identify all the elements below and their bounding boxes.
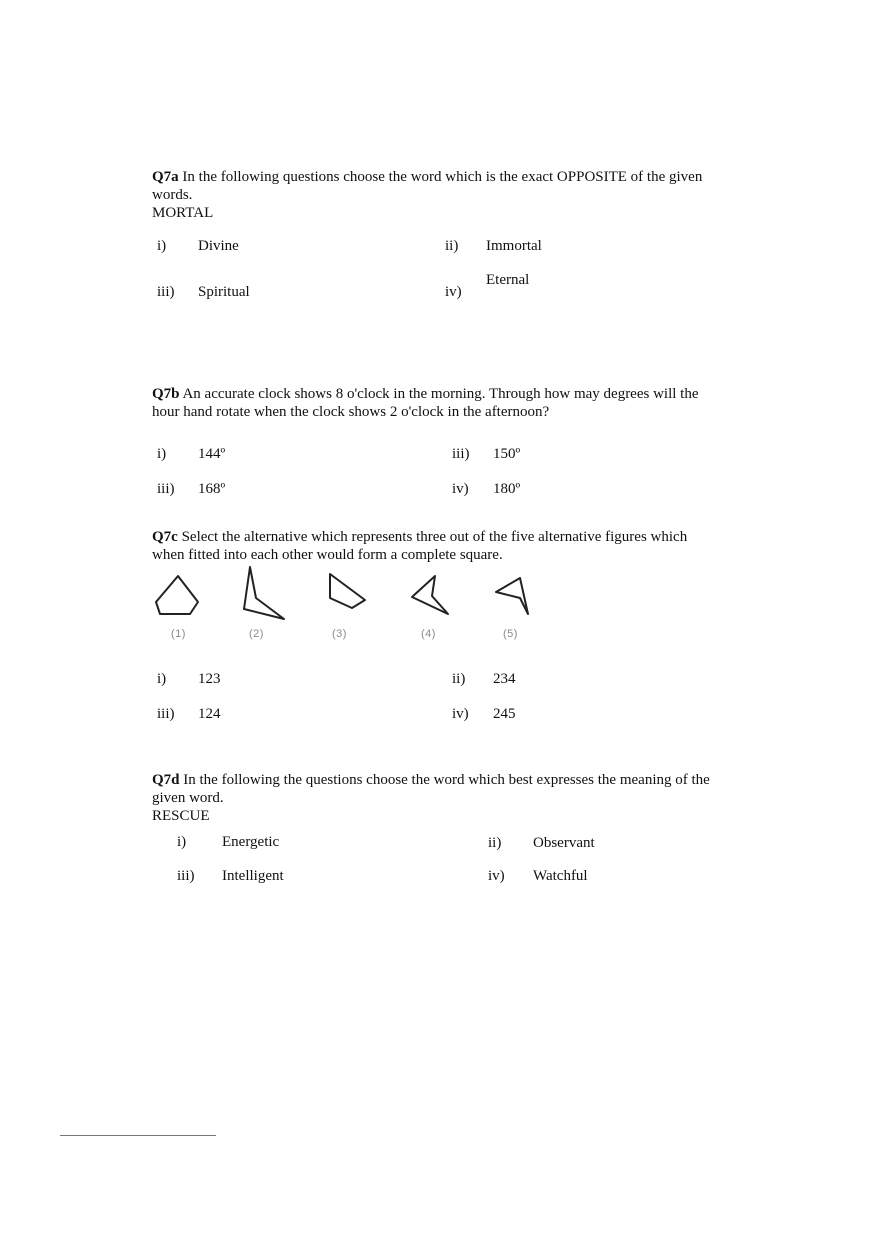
figure-4-arrow [412, 576, 448, 614]
q7a-option-1-num: i) [157, 238, 167, 254]
figure-3-shape [330, 574, 365, 608]
q7d-option-1-label[interactable]: Energetic [222, 834, 280, 850]
q7b-option-4-label[interactable]: 180º [493, 481, 521, 497]
figure-3-label: (3) [332, 628, 347, 640]
q7d-option-1-num: i) [177, 834, 187, 850]
q7c-option-4-label[interactable]: 245 [493, 706, 516, 722]
question-q7c-text: Select the alternative which represents three out of the five alternative figures which [181, 529, 688, 545]
figures-panel [150, 562, 540, 628]
question-q7a-text: In the following questions choose the word which is the exact OPPOSITE of the given [182, 169, 703, 185]
q7c-option-3-num: iii) [157, 706, 175, 722]
question-q7c [152, 528, 742, 564]
figure-5-arrow [496, 578, 528, 614]
question-q7b-text: An accurate clock shows 8 o'clock in the morning. Through how may degrees will the [182, 386, 699, 402]
q7d-option-4-label[interactable]: Watchful [533, 868, 588, 884]
question-q7c-id: Q7c [152, 529, 178, 545]
q7b-option-1-num: i) [157, 446, 167, 462]
q7c-option-2-label[interactable]: 234 [493, 671, 516, 687]
figure-2-label: (2) [249, 628, 264, 640]
footnote-divider [60, 1135, 216, 1136]
q7a-option-3-label[interactable]: Spiritual [198, 284, 250, 300]
question-q7d-text2: given word. [152, 790, 224, 806]
question-q7a-line1 [152, 168, 742, 186]
q7c-option-3-label[interactable]: 124 [198, 706, 221, 722]
question-q7c-text2: when fitted into each other would form a complete square. [152, 547, 503, 563]
q7b-option-4-num: iv) [452, 481, 469, 497]
question-q7b-text2: hour hand rotate when the clock shows 2 o'clock in the afternoon? [152, 404, 550, 420]
figure-1-label: (1) [171, 628, 186, 640]
question-q7a-text2: words. [152, 187, 193, 203]
question-q7d-line1 [152, 771, 742, 789]
q7d-option-3-num: iii) [177, 868, 195, 884]
q7b-option-2-label[interactable]: 150º [493, 446, 521, 462]
question-q7a-word: MORTAL [152, 205, 214, 221]
q7c-option-1-num: i) [157, 671, 167, 687]
question-q7c-line1 [152, 528, 742, 546]
q7b-option-2-num: iii) [452, 446, 470, 462]
q7a-option-3-num: iii) [157, 284, 175, 300]
question-q7b-line1 [152, 385, 742, 403]
question-q7b [152, 385, 742, 421]
question-q7a-id: Q7a [152, 169, 179, 185]
q7c-option-2-num: ii) [452, 671, 466, 687]
question-q7d-id: Q7d [152, 772, 180, 788]
q7d-option-4-num: iv) [488, 868, 505, 884]
q7a-option-4-label[interactable]: Eternal [486, 272, 530, 288]
question-q7b-id: Q7b [152, 386, 180, 402]
figure-1-pentagon [156, 576, 198, 614]
question-q7d-word: RESCUE [152, 808, 210, 824]
figure-2-shape [244, 567, 284, 619]
q7a-option-2-num: ii) [445, 238, 459, 254]
question-q7a [152, 168, 742, 222]
q7c-option-4-num: iv) [452, 706, 469, 722]
q7b-option-3-num: iii) [157, 481, 175, 497]
q7c-option-1-label[interactable]: 123 [198, 671, 221, 687]
q7d-option-2-label[interactable]: Observant [533, 835, 595, 851]
q7a-option-1-label[interactable]: Divine [198, 238, 239, 254]
q7a-option-4-num: iv) [445, 284, 462, 300]
q7d-option-3-label[interactable]: Intelligent [222, 868, 284, 884]
figure-4-label: (4) [421, 628, 436, 640]
q7b-option-1-label[interactable]: 144º [198, 446, 226, 462]
q7a-option-2-label[interactable]: Immortal [486, 238, 542, 254]
question-q7d [152, 771, 742, 825]
figure-5-label: (5) [503, 628, 518, 640]
q7b-option-3-label[interactable]: 168º [198, 481, 226, 497]
question-q7d-text: In the following the questions choose the word which best expresses the meaning of the [183, 772, 710, 788]
q7d-option-2-num: ii) [488, 835, 502, 851]
